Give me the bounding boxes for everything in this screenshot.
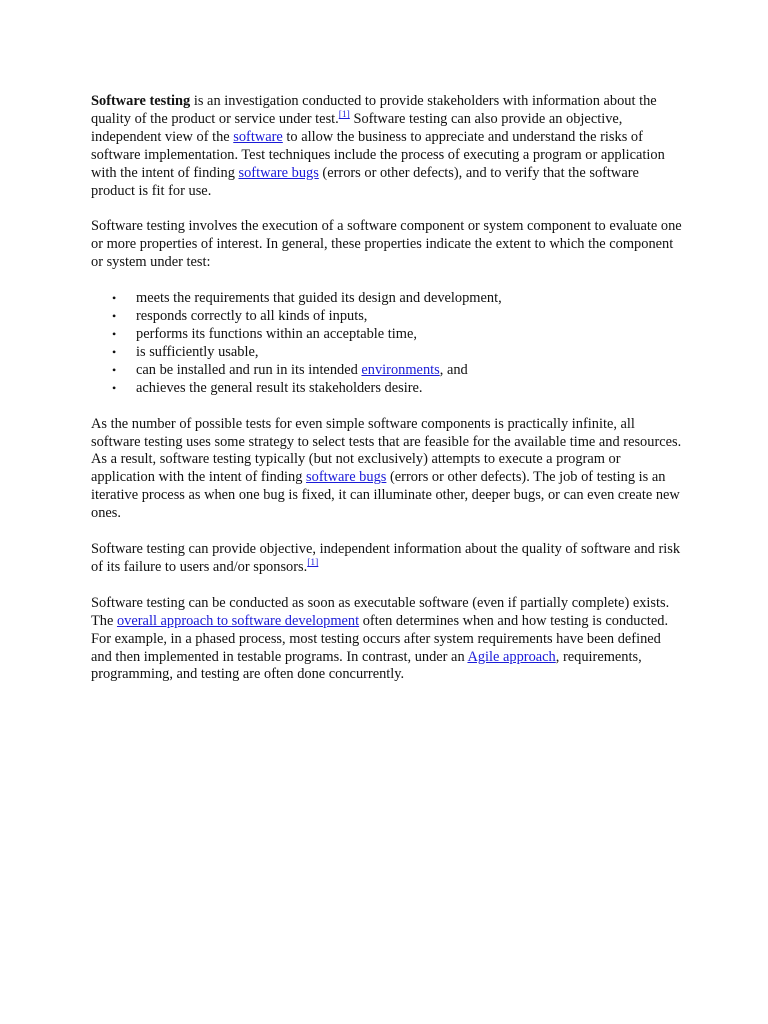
link-environments[interactable]: environments (361, 361, 440, 378)
list-item-text: is sufficiently usable, (136, 343, 259, 360)
bullet-marker: • (112, 309, 117, 324)
objective-paragraph (91, 541, 683, 577)
term-software-testing: Software testing (91, 93, 191, 109)
objective-text: Software testing can provide objective, independent information about the quality of software and risk of its failure to users and/or sponsors. (91, 541, 681, 575)
link-agile-approach[interactable]: Agile approach (467, 648, 556, 665)
list-item (112, 308, 683, 326)
timing-text-1: Software testing can be conducted as soon as executable software (even if partially complete) exists. The (91, 594, 670, 629)
list-item (112, 361, 683, 380)
citation-1 (339, 110, 350, 120)
list-item-text: responds correctly to all kinds of inputs, (136, 308, 368, 325)
properties-list (91, 290, 683, 397)
list-item (112, 343, 683, 362)
citation-link-1[interactable]: [1] (338, 109, 350, 120)
intro-text-2: Software testing can also provide an objective, independent view of the (91, 110, 623, 145)
bullet-marker: • (112, 326, 117, 341)
citation-2 (307, 558, 318, 568)
link-software-bugs[interactable]: software bugs (238, 164, 319, 181)
bullet-marker: • (112, 380, 117, 395)
list-item-text: achieves the general result its stakeholders desire. (136, 379, 423, 396)
bullet-marker: • (112, 362, 117, 377)
list-item (112, 379, 683, 398)
strategy-text-2: (errors or other defects). The job of testing is an iterative process as when one bug is fixed, it can illuminate other, deeper bugs, or can even create new ones. (91, 469, 680, 522)
intro-text-1: is an investigation conducted to provide stakeholders with information about the quality of the product or service under test. (91, 93, 657, 127)
strategy-text-1: As the number of possible tests for even simple software components is practically infinite, all software testing uses some strategy to select tests that are feasible for the available time and resources. As a result, software testing typically (but not exclusively) attempts to execute a program or application with the intent of finding (91, 415, 682, 486)
timing-text-3: , requirements, programming, and testing are often done concurrently. (91, 648, 642, 683)
list-item (112, 290, 683, 308)
intro-text-3: to allow the business to appreciate and understand the risks of software implementation. Test techniques include the process of executing a program or application with the intent of finding (91, 128, 665, 181)
list-item-text: can be installed and run in its intended (136, 361, 362, 378)
timing-text-2: often determines when and how testing is conducted. For example, in a phased process, most testing occurs after system requirements have been defined and then implemented in testable programs. In contrast, under an (91, 612, 669, 665)
bullet-marker: • (112, 291, 117, 306)
link-software[interactable]: software (233, 128, 283, 145)
strategy-paragraph (91, 416, 683, 523)
link-software-bugs-2[interactable]: software bugs (306, 469, 387, 486)
bullet-marker: • (112, 344, 117, 359)
list-item-text: performs its functions within an acceptable time, (136, 325, 417, 342)
intro-paragraph (91, 93, 683, 200)
list-item (112, 325, 683, 344)
timing-paragraph (91, 595, 683, 685)
list-item-text: meets the requirements that guided its design and development, (136, 290, 502, 307)
list-item-text: , and (439, 361, 468, 378)
properties-paragraph: Software testing involves the execution of a software component or system component to evaluate one or more properties of interest. In general, these properties indicate the extent to which the component or system under test: (91, 218, 682, 271)
document-page (91, 93, 683, 702)
citation-link-2[interactable]: [1] (307, 557, 319, 568)
link-overall-approach[interactable]: overall approach to software development (116, 612, 360, 629)
intro-text-4: (errors or other defects), and to verify that the software product is fit for use. (91, 164, 639, 199)
